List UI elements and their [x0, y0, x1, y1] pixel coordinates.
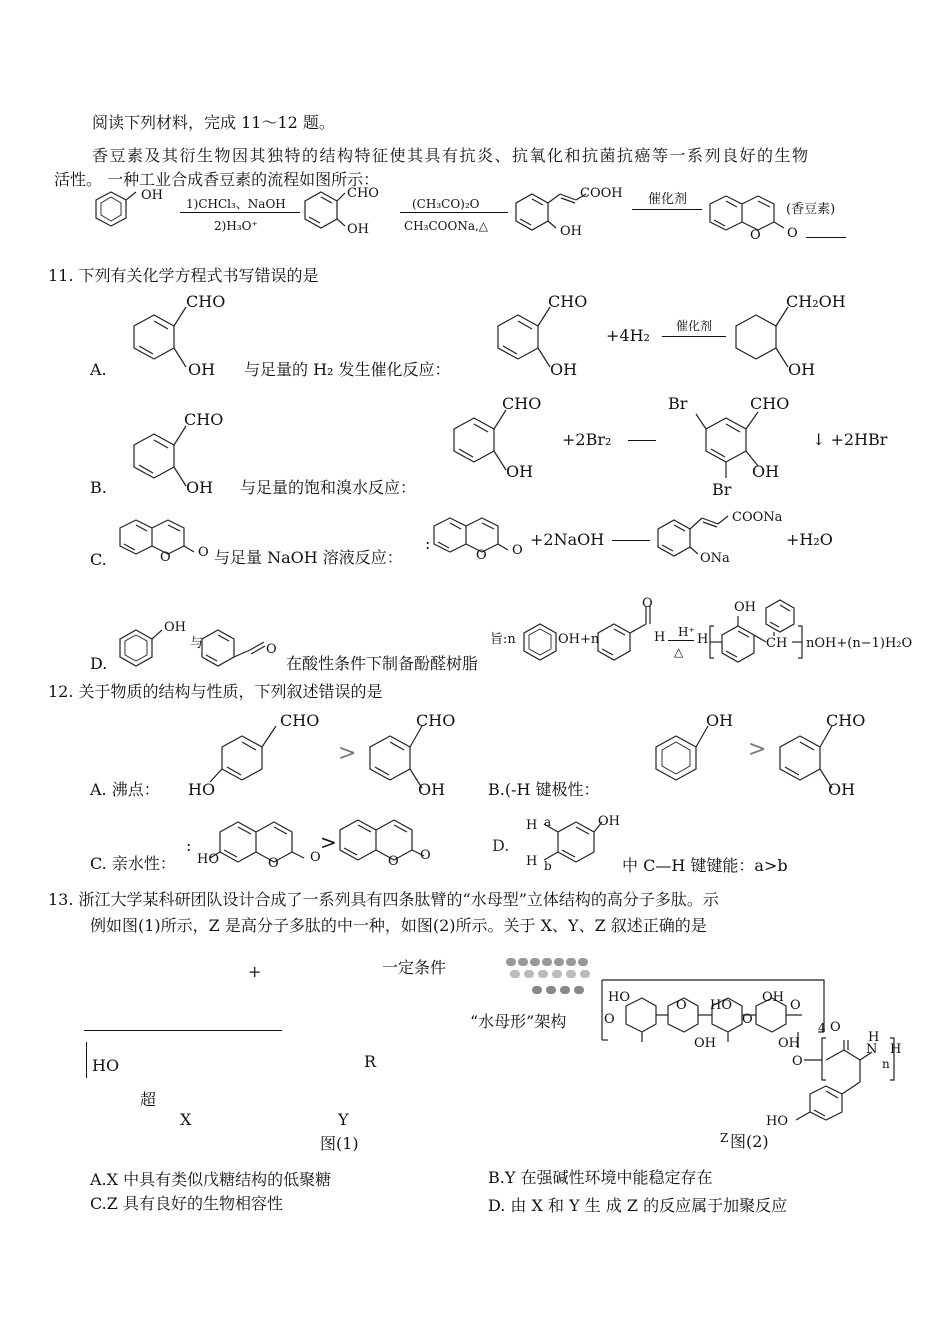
- carbonyl-o-c2: O: [512, 543, 523, 558]
- ring-o-12c2: O: [388, 854, 399, 869]
- ring-o-12c: O: [268, 856, 279, 871]
- salicylaldehyde-b2: [452, 408, 512, 478]
- aldehyde-o-d2: O: [642, 596, 653, 611]
- step3-arrow: [632, 209, 702, 210]
- step2-condition: CH₃COONa,△: [404, 219, 489, 233]
- cho-a: CHO: [186, 292, 226, 311]
- oh-a2: OH: [550, 360, 578, 379]
- step2-reagent: (CH₃CO)₂O: [412, 197, 480, 211]
- o-z3: O: [742, 1012, 753, 1027]
- ho-12a: HO: [188, 780, 216, 799]
- h-z1: H: [868, 1030, 880, 1045]
- resin-tail: nOH+(n−1)H₂O: [806, 636, 913, 651]
- cho-b3: CHO: [750, 394, 790, 413]
- ring-o: O: [750, 228, 761, 243]
- y-label: Y: [338, 1110, 349, 1129]
- subscript-n: n: [882, 1057, 890, 1071]
- q12-option-c-label[interactable]: C. 亲水性：: [90, 854, 176, 873]
- resin-ch: CH: [766, 636, 788, 651]
- ho-z3: HO: [766, 1114, 788, 1129]
- carbonyl-o-c: O: [198, 545, 209, 560]
- r-13: R: [364, 1052, 377, 1071]
- plus-br2: +2Br₂: [562, 430, 612, 449]
- carbonyl-o-12c2: O: [420, 848, 431, 863]
- divider-13: [84, 1030, 282, 1031]
- phenol-oh: OH: [141, 188, 163, 203]
- plus-h2: +4H₂: [606, 326, 650, 345]
- ring-o-c: O: [160, 550, 171, 565]
- fig2-caption: 图(2): [730, 1132, 769, 1151]
- jellyfish-caption: “水母形”架构: [470, 1012, 567, 1031]
- conjunction-d: 与: [190, 636, 204, 651]
- chao-13: 超: [140, 1090, 157, 1109]
- aldehyde-o-d: O: [266, 642, 277, 657]
- carbonyl-o: O: [787, 226, 798, 241]
- h-a: H: [526, 818, 538, 833]
- phenolic-resin-repeat: [708, 596, 848, 670]
- salicylaldehyde-b: [132, 424, 192, 494]
- oh-12b2: OH: [828, 780, 856, 799]
- step3-catalyst: 催化剂: [648, 192, 688, 207]
- label-b: b: [544, 859, 552, 873]
- q11-option-c-text: 与足量 NaOH 溶液反应：: [214, 548, 403, 567]
- oh-a: OH: [188, 360, 216, 379]
- cho-a2: CHO: [548, 292, 588, 311]
- arrow-a: [662, 336, 726, 337]
- coumarin-name: (香豆素): [786, 202, 836, 217]
- cooh-label: COOH: [580, 186, 623, 201]
- intro-paragraph-cont: 活性。 一种工业合成香豆素的流程如图所示：: [54, 170, 380, 189]
- q11-option-d-text: 在酸性条件下制备酚醛树脂: [286, 654, 479, 673]
- br-top: Br: [668, 394, 688, 413]
- resin-oh: OH: [734, 600, 756, 615]
- intro-line: 阅读下列材料，完成 11～12 题。: [92, 113, 335, 132]
- bracket-13: [86, 1042, 87, 1078]
- oh-12a: OH: [418, 780, 446, 799]
- oh-12b: OH: [706, 711, 734, 730]
- q13-stem-cont: 例如图(1)所示，Z 是高分子多肽的中一种，如图(2)所示。关于 X、Y、Z 叙述正确的是: [90, 916, 707, 935]
- q12-option-b-label[interactable]: B.(-H 键极性：: [488, 780, 600, 799]
- step1-arrow: [180, 212, 300, 213]
- cho-label: CHO: [347, 186, 379, 201]
- br-bottom: Br: [712, 480, 732, 499]
- salicylaldehyde-structure: [303, 190, 343, 236]
- q11-option-c-label[interactable]: C.: [90, 550, 107, 569]
- q13-option-a[interactable]: A.X 中具有类似戊糖结构的低聚糖: [90, 1170, 332, 1189]
- oh-12d: OH: [598, 814, 620, 829]
- oh-a3: OH: [788, 360, 816, 379]
- phenol-oh-d: OH: [164, 620, 186, 635]
- q11-option-b-text: 与足量的饱和溴水反应：: [240, 478, 417, 497]
- salicylaldehyde-a: [132, 305, 192, 375]
- oh-b: OH: [186, 478, 214, 497]
- arrow-b: [628, 440, 656, 441]
- phenol-12b: [654, 722, 714, 784]
- gt-12c: >: [320, 830, 337, 854]
- q13-stem: 13. 浙江大学某科研团队设计合成了一系列具有四条肽臂的“水母型”立体结构的高分子多肽。示: [48, 890, 719, 909]
- q11-option-b-label[interactable]: B.: [90, 478, 107, 497]
- arrow-d: [668, 640, 694, 641]
- p-hydroxybenzaldehyde: [206, 722, 276, 794]
- q13-option-c[interactable]: C.Z 具有良好的生物相容性: [90, 1194, 283, 1213]
- ho-13: HO: [92, 1056, 120, 1075]
- q11-option-a-label[interactable]: A.: [90, 360, 107, 379]
- q11-option-d-label[interactable]: D.: [90, 654, 108, 673]
- step1-condition: 2)H₃O⁺: [214, 219, 258, 233]
- plus-13: +: [248, 962, 262, 981]
- q12-stem: 12. 关于物质的结构与性质，下列叙述错误的是: [48, 682, 383, 701]
- ring-o-c2: O: [476, 548, 487, 563]
- q12-option-a-label[interactable]: A. 沸点：: [90, 780, 160, 799]
- q13-option-b[interactable]: B.Y 在强碱性环境中能稳定存在: [488, 1168, 713, 1187]
- q11-option-a-text: 与足量的 H₂ 发生催化反应：: [244, 360, 451, 379]
- dibromo-product: [696, 404, 756, 484]
- h-z2: H: [890, 1042, 902, 1057]
- label-a: a: [544, 815, 552, 829]
- o-z4: O: [790, 998, 801, 1013]
- ona-label: ONa: [700, 551, 730, 566]
- colon-c: :: [425, 534, 431, 553]
- q12-option-d-text: 中 C—H 键键能：a>b: [622, 856, 788, 875]
- oh-z2: OH: [762, 990, 784, 1005]
- polymer-h-start: H: [697, 632, 709, 647]
- ho-z1: HO: [608, 990, 630, 1005]
- step2-arrow: [400, 212, 508, 213]
- x-label: X: [180, 1110, 192, 1129]
- underline: [806, 237, 846, 238]
- ho-z2: HO: [710, 998, 732, 1013]
- tail-h2o: +H₂O: [786, 530, 833, 549]
- colon-12c: :: [186, 836, 192, 855]
- equation-lead: 旨:n: [490, 632, 516, 647]
- aldehyde-h: H: [654, 630, 666, 645]
- oh-z3: OH: [778, 1036, 800, 1051]
- oh-z1: OH: [694, 1036, 716, 1051]
- n-z: N: [866, 1042, 878, 1057]
- condition-13: 一定条件: [382, 958, 447, 977]
- cond-h-plus: H⁺: [678, 625, 695, 639]
- cho-b2: CHO: [502, 394, 542, 413]
- phenol-d2: [522, 620, 562, 664]
- o-z5: O: [792, 1054, 803, 1069]
- oh-label: OH: [347, 222, 369, 237]
- cyclohexane-diol: [734, 305, 794, 375]
- o-z1: O: [604, 1012, 615, 1027]
- cho-b: CHO: [184, 410, 224, 429]
- ch2oh-label: CH₂OH: [786, 292, 846, 311]
- carbonyl-o-12c: O: [310, 850, 321, 865]
- oh-plus-n: OH+n: [558, 632, 600, 647]
- phenol-structure: [96, 186, 126, 234]
- step1-reagent: 1)CHCl₃、NaOH: [186, 197, 286, 211]
- plus-naoh: +2NaOH: [530, 530, 605, 549]
- gt-12b: >: [748, 737, 767, 762]
- coona-label: COONa: [732, 510, 783, 525]
- h-b: H: [526, 854, 538, 869]
- cho-12a2: CHO: [416, 711, 456, 730]
- fig1-caption: 图(1): [320, 1134, 359, 1153]
- z-label: Z: [720, 1131, 729, 1145]
- oh-label-2: OH: [560, 224, 582, 239]
- q11-stem: 11. 下列有关化学方程式书写错误的是: [48, 266, 319, 285]
- cho-12a: CHO: [280, 711, 320, 730]
- oh-b3: OH: [752, 462, 780, 481]
- cond-delta: △: [674, 645, 684, 659]
- q13-option-d[interactable]: D. 由 X 和 Y 生 成 Z 的反应属于加聚反应: [488, 1196, 788, 1215]
- salicylaldehyde-a2: [496, 305, 556, 375]
- phenol-d: [118, 622, 168, 668]
- z-structure: [598, 970, 908, 1130]
- o-z2: O: [676, 998, 687, 1013]
- ho-12c: HO: [197, 852, 219, 867]
- catalyst-a: 催化剂: [676, 319, 713, 333]
- cho-12b: CHO: [826, 711, 866, 730]
- subscript-4: 4: [818, 1021, 826, 1035]
- hydroxycoumarin: [210, 816, 320, 868]
- gt-12a: >: [338, 741, 357, 766]
- tail-hbr: ↓ +2HBr: [812, 430, 888, 449]
- arrow-c: [612, 540, 650, 541]
- carbonyl-o-z: O: [830, 1020, 841, 1035]
- intro-paragraph: 香豆素及其衍生物因其独特的结构特征使其具有抗炎、抗氧化和抗菌抗癌等一系列良好的生物: [92, 146, 810, 165]
- q12-option-d-label[interactable]: D.: [492, 836, 510, 855]
- jellyfish-graphic: [506, 954, 592, 998]
- oh-b2: OH: [506, 462, 534, 481]
